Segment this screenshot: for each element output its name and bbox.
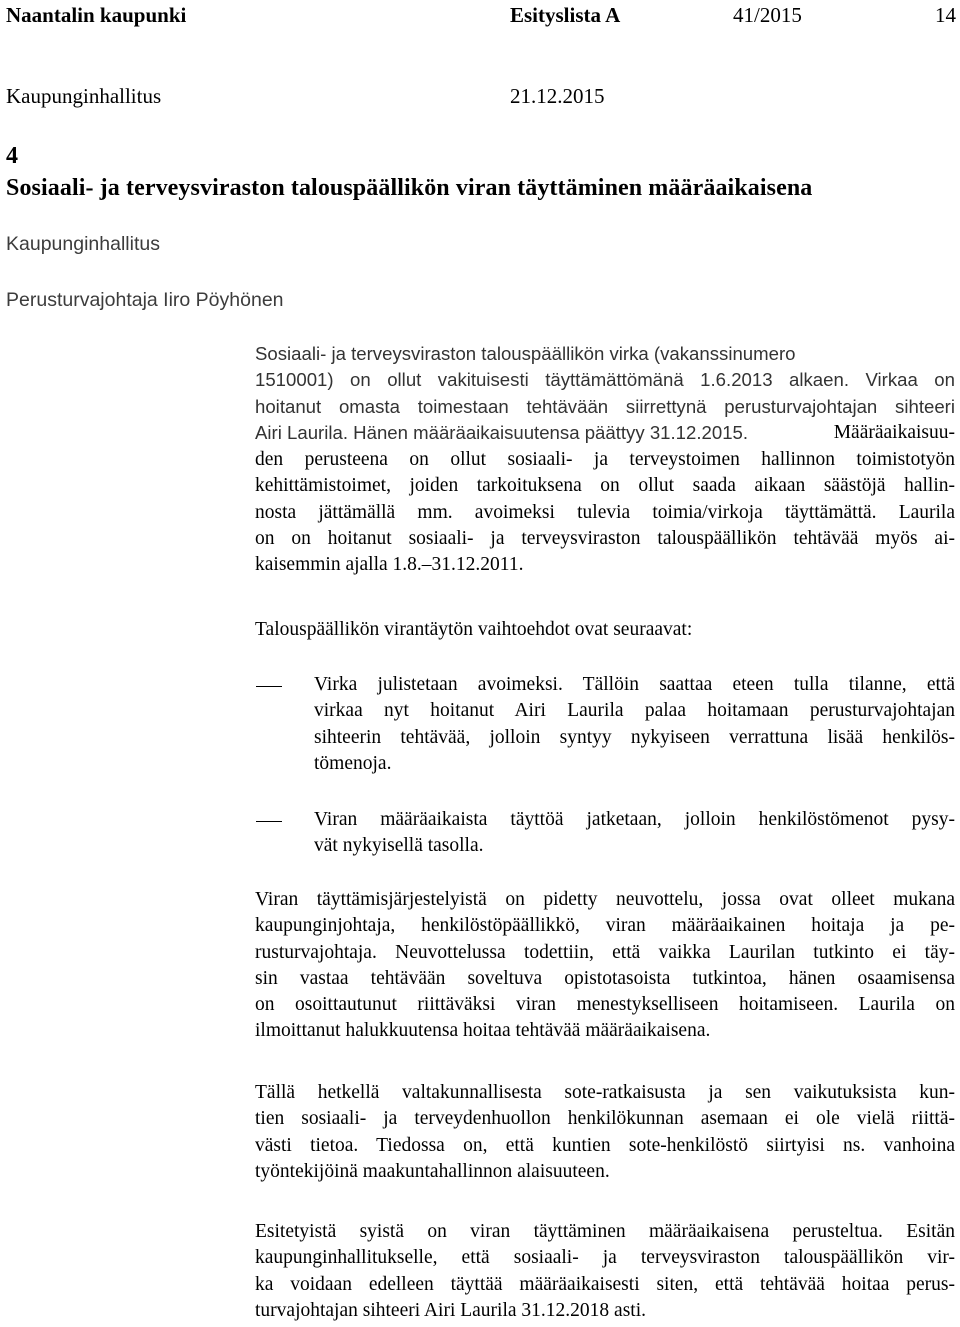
paragraph-background (255, 341, 955, 579)
paragraph-line: hoitanut omasta toimestaan tehtävään siirrettynä perusturvajohtajan sihteeri (255, 395, 955, 417)
paragraph-line: rusturvajohtaja. Neuvottelussa todettiin, että vaikka Laurilan tutkinto ei täy- (255, 941, 955, 963)
paragraph-line: ka voidaan edelleen täyttää määräaikaisesti siten, että tehtävää hoitaa perus- (255, 1273, 955, 1295)
paragraph (255, 1219, 955, 1324)
paragraph-line: on on hoitanut sosiaali- ja terveysviraston talouspäällikön tehtävää myös ai- (255, 528, 955, 550)
paragraph-line: ilmoittanut halukkuutensa hoitaa tehtävää määräaikaisena. (255, 1020, 711, 1042)
paragraph-segment: Airi Laurila. Hänen määräaikaisuutensa päättyy 31.12.2015. (255, 421, 749, 443)
paragraph-line: Tällä hetkellä valtakunnallisesta sote-ratkaisusta ja sen vaikutuksista kun- (255, 1082, 955, 1103)
preparer-name: Perusturvajohtaja Iiro Pöyhönen (6, 289, 284, 311)
paragraph-line: kaupunginhallitukselle, että sosiaali- ja terveysviraston talouspäällikön vir- (255, 1247, 955, 1269)
paragraph-line: Esitetyistä syistä on viran täyttäminen määräaikaisena perusteltua. Esitän (255, 1221, 955, 1242)
paragraph-line: tien sosiaali- ja terveydenhuollon henkilökunnan asemaan ei ole vielä riittä- (255, 1108, 955, 1130)
option-line: Viran määräaikaista täyttöä jatketaan, jolloin henkilöstömenot pysy- (314, 809, 955, 830)
paragraph-line: turvajohtajan sihteeri Airi Laurila 31.12.2018 asti. (255, 1299, 646, 1321)
agenda-list-name: Esityslista A (510, 3, 621, 27)
paragraph-line: 1510001) on ollut vakituisesti täyttämättömänä 1.6.2013 alkaen. Virkaa on (255, 369, 955, 391)
decision-body: Kaupunginhallitus (6, 233, 160, 255)
item-title: Sosiaali- ja terveysviraston talouspäällikön viran täyttäminen määräaikaisena (6, 175, 813, 201)
item-number: 4 (6, 143, 18, 169)
paragraph-line-mixed (255, 420, 955, 447)
list-dash (256, 821, 282, 822)
municipality-name: Naantalin kaupunki (6, 3, 187, 27)
option-line: Virka julistetaan avoimeksi. Tällöin saattaa eteen tulla tilanne, että (314, 674, 955, 695)
paragraph (255, 1080, 955, 1185)
header-date: 21.12.2015 (510, 84, 605, 108)
page-number: 14 (935, 3, 956, 27)
paragraph-line: Sosiaali- ja terveysviraston talouspäällikön virka (vakanssinumero (255, 343, 796, 364)
options-intro: Talouspäällikön virantäytön vaihtoehdot ovat seuraavat: (255, 619, 693, 640)
paragraph-line: työntekijöinä maakuntahallinnon alaisuuteen. (255, 1160, 610, 1182)
option-item (314, 672, 955, 777)
option-line: virkaa nyt hoitanut Airi Laurila palaa hoitamaan perusturvajohtajan (314, 700, 955, 722)
option-line: sihteerin tehtävää, jolloin syntyy nykyiseen verrattuna lisää henkilös- (314, 726, 955, 748)
paragraph-line: kaupunginjohtaja, henkilöstöpäällikkö, viran määräaikainen hoitaja ja pe- (255, 915, 955, 937)
list-dash (256, 686, 282, 687)
paragraph-line: on osoittautunut riittäväksi viran menestykselliseen hoitamiseen. Laurila on (255, 994, 955, 1016)
document-number: 41/2015 (733, 3, 802, 27)
paragraph-line: den perusteena on ollut sosiaali- ja terveystoimen hallinnon toimistotyön (255, 449, 955, 471)
header-body-name: Kaupunginhallitus (6, 84, 162, 108)
paragraph-line: kehittämistoimet, joiden tarkoituksena on ollut saada aikaan säästöjä hallin- (255, 475, 955, 497)
paragraph-line: västi tietoa. Tiedossa on, että kuntien sote-henkilöstö siirtyisi ns. vanhoina (255, 1134, 955, 1156)
paragraph-line: Viran täyttämisjärjestelyistä on pidetty neuvottelu, jossa ovat olleet mukana (255, 889, 955, 910)
option-line: vät nykyisellä tasolla. (314, 835, 484, 857)
paragraph-segment: Määräaikaisuu- (833, 421, 955, 443)
option-line: tömenoja. (314, 752, 392, 774)
paragraph-line: sin vastaa tehtävään soveltuva opistotasoista tutkintoa, hänen osaamisensa (255, 967, 955, 989)
paragraph-line: kaisemmin ajalla 1.8.–31.12.2011. (255, 554, 524, 576)
paragraph (255, 887, 955, 1045)
paragraph-line: nosta jättämällä mm. avoimeksi tulevia toimia/virkoja täyttämättä. Laurila (255, 501, 955, 523)
option-item (314, 807, 955, 860)
